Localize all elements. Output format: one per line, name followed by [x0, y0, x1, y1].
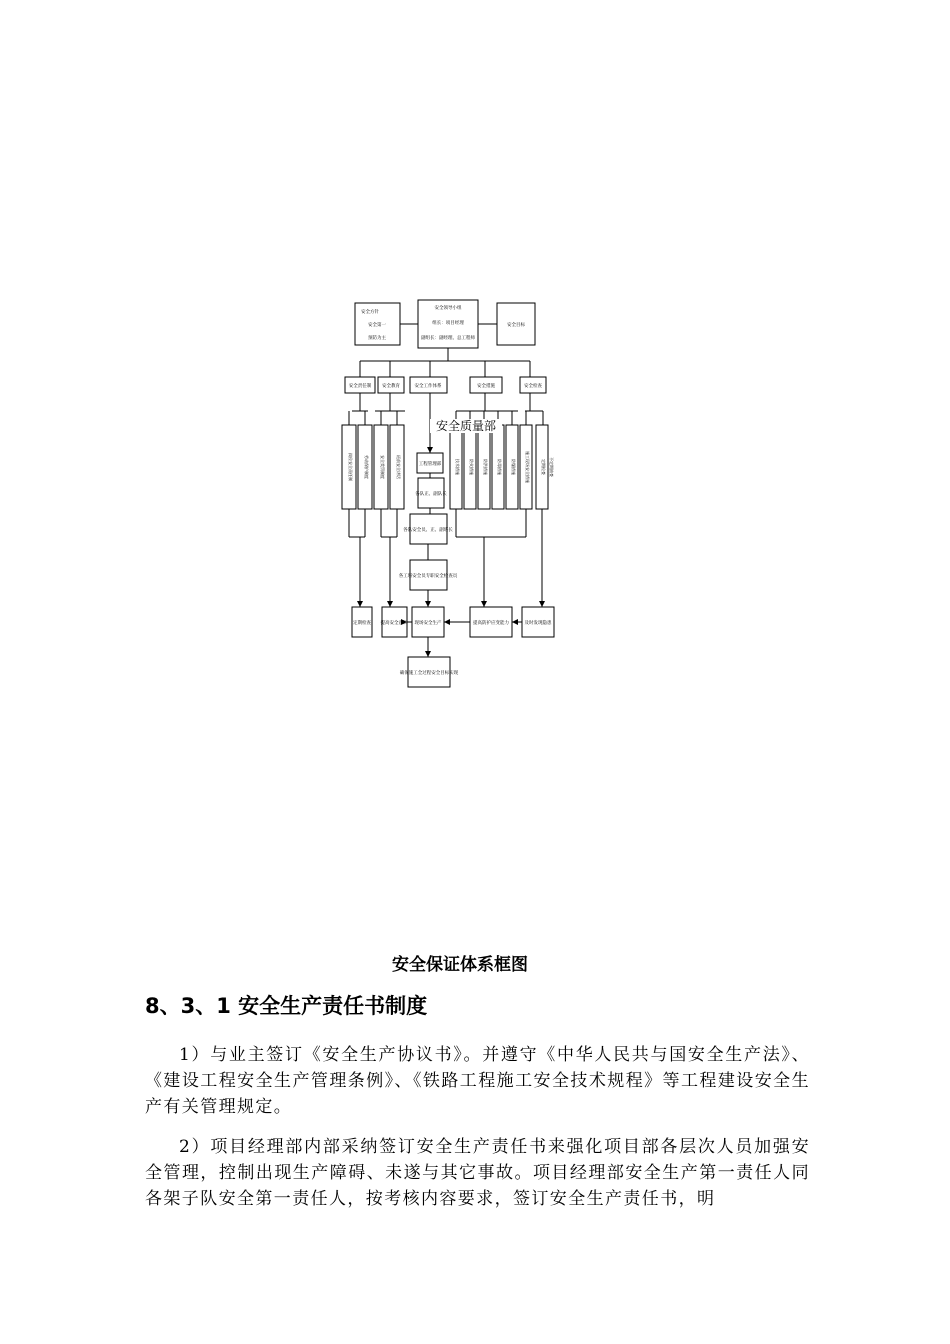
vert-left-2: 劳动保护制度 [364, 455, 369, 479]
top-right-line-1: 安全目标 [507, 323, 525, 328]
section-heading: 8、3、1 安全生产责任书制度 [145, 994, 428, 1018]
top-center-line-3: 副组长：副经理、总工程师 [421, 336, 475, 341]
vert-left-3: 安全奖罚制度 [380, 455, 385, 479]
vert-right-a-5: 防爆措施 [511, 459, 516, 475]
center-chain-1: 工程管理部 [418, 462, 442, 467]
vert-right-a-1: 技术措施 [455, 459, 460, 475]
vert-left-4: 班前安全讲话 [396, 455, 401, 479]
safety-system-diagram [330, 295, 570, 695]
level2-2: 安全教育 [382, 384, 400, 389]
top-center-line-1: 安全领导小组 [434, 306, 462, 311]
vert-right-a-3: 防洪措施 [483, 459, 488, 475]
center-chain-4: 各工班安全员专职安全检查员 [398, 574, 458, 579]
top-left-line-1: 安全方针 [361, 310, 379, 315]
paragraph-2: 2）项目经理部内部采纳签订安全生产责任书来强化项目部各层次人员加强安全管理，控制出现生产障碍、未遂与其它事故。项目经理部安全生产第一责任人同各架子队安全第一责任人，按考核内容要求，签订安全生产责任书，明 [145, 1137, 810, 1209]
bottom-2: 提高安全意识 [380, 621, 408, 626]
paragraph-1: 1）与业主签订《安全生产协议书》。并遵守《中华人民共与国安全生产法》、《建设工程安全生产管理条例》、《铁路工程施工安全技术规程》等工程建设安全生产有关管理规定。 [145, 1045, 810, 1117]
center-chain-3: 各队安全员、正、副班长 [403, 528, 453, 533]
vert-right-a-6: 施工现场安全措施 [525, 451, 530, 483]
center-chain-2: 各队正、副队长 [415, 492, 447, 497]
final-box: 确保施工全过程安全目标实现 [399, 671, 459, 676]
level2-5: 安全检查 [524, 384, 542, 389]
vert-right-a-4: 防毒措施 [497, 459, 502, 475]
bottom-1: 定期检查 [353, 621, 371, 626]
top-center-line-2: 组长：项目经理 [432, 321, 464, 326]
vert-left-1: 岗位安全责任制 [348, 453, 353, 481]
top-left-line-3: 预防为主 [368, 336, 386, 341]
vert-right-a-2: 防火措施 [469, 459, 474, 475]
vert-right-b-2: 不定期抽查 [549, 457, 554, 477]
level2-4: 安全措施 [477, 384, 495, 389]
level2-3: 安全工作体系 [414, 384, 442, 389]
diagram-caption: 安全保证体系框图 [392, 955, 528, 975]
vert-right-b-1: 定期检查 [541, 459, 546, 475]
bottom-5: 及时发现隐患 [524, 621, 552, 626]
level2-1: 安全责任制 [348, 384, 372, 389]
bottom-4: 提高防护应变能力 [473, 621, 509, 626]
center-label: 安全质量部 [435, 419, 497, 433]
bottom-3: 现场安全生产 [414, 621, 442, 626]
top-left-line-2: 安全第一 [368, 323, 386, 328]
